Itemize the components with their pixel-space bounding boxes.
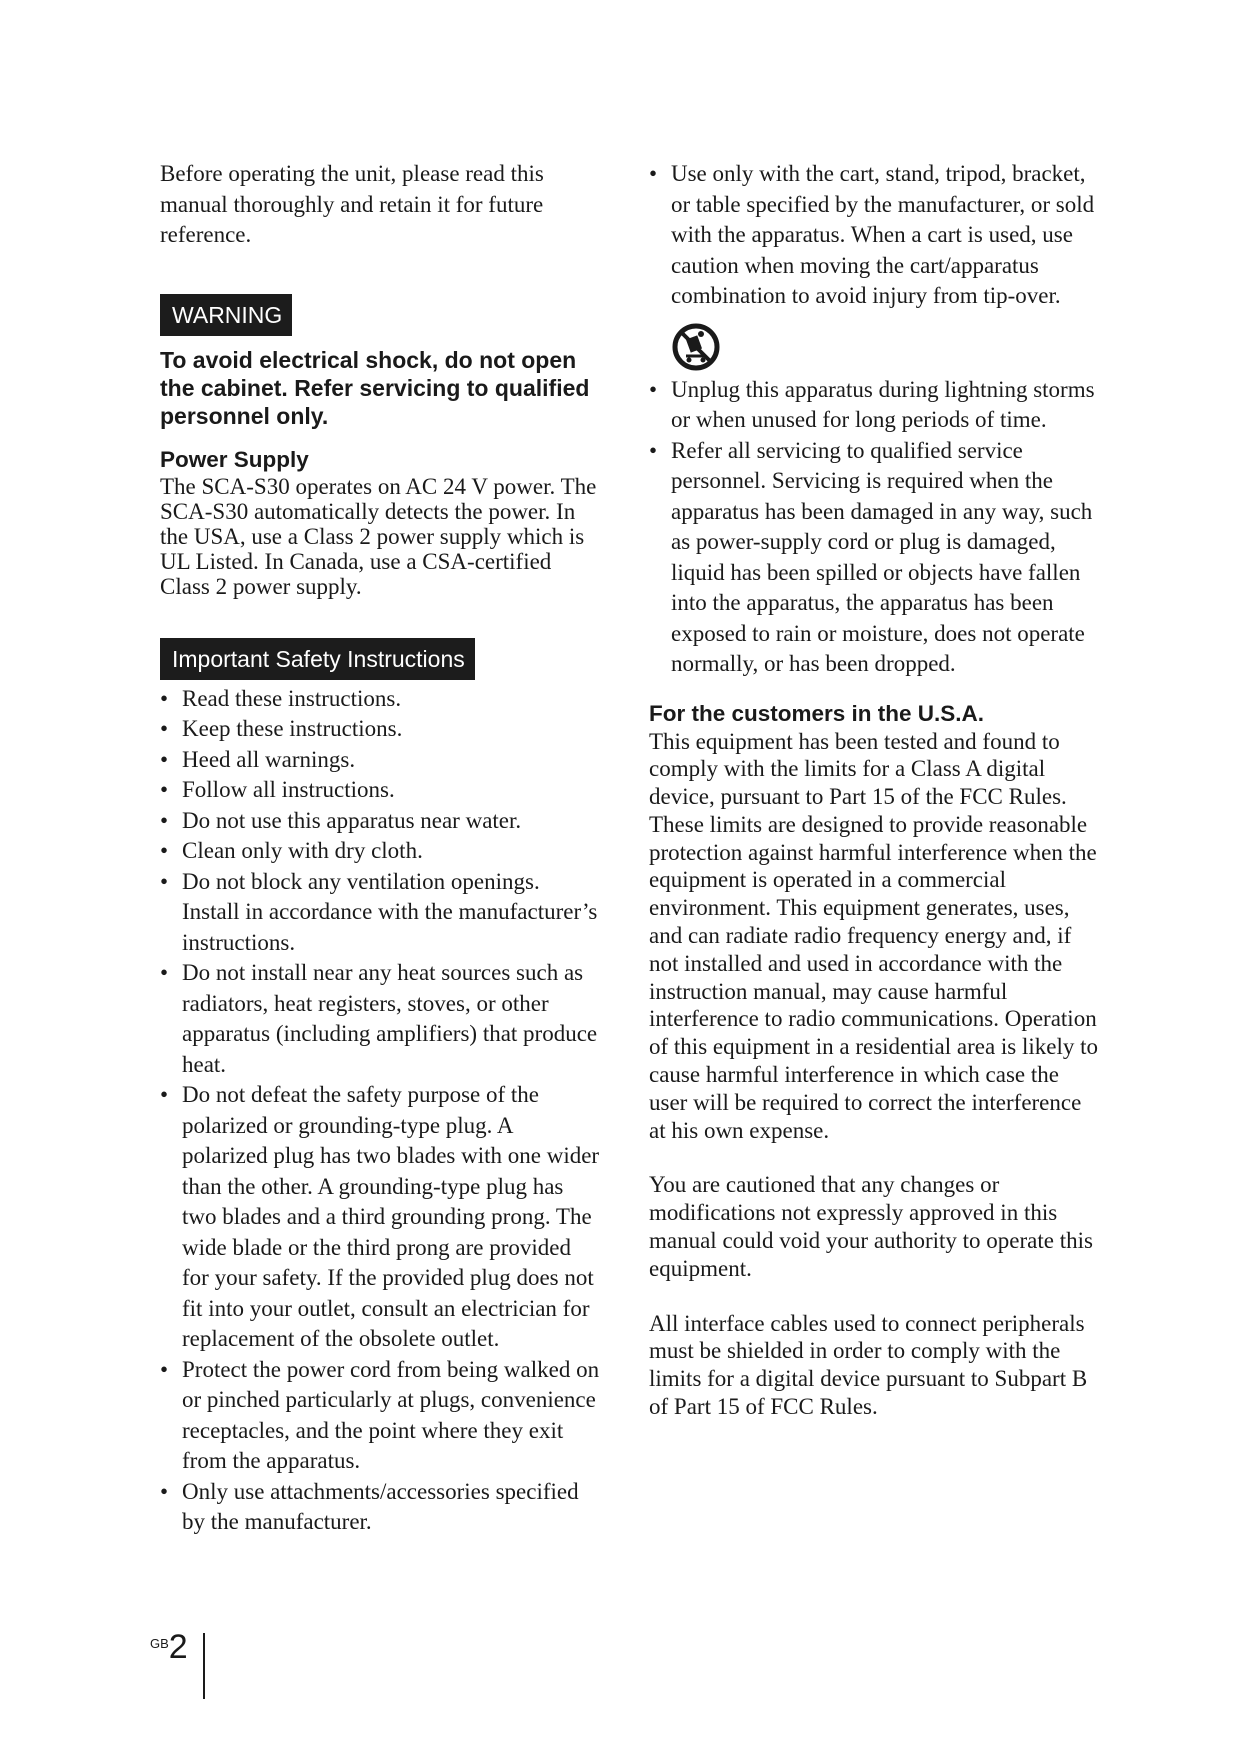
list-item (649, 375, 1099, 436)
list-item-text: Unplug this apparatus during lightning storms or when unused for long periods of time. (671, 376, 1095, 432)
usa-customers-heading: For the customers in the U.S.A. (649, 700, 985, 726)
list-item (649, 436, 1099, 680)
page-number-divider (203, 1633, 205, 1699)
safety-instructions-list (160, 684, 600, 1538)
intro-paragraph: Before operating the unit, please read this manual thoroughly and retain it for future reference. (160, 161, 544, 247)
fcc-compliance-paragraph: This equipment has been tested and found to comply with the limits for a Class A digital device, pursuant to Part 15 of the FCC Rules. These limits are designed to provide reasonable protection against harmful interference when the equipment is operated in a commercial environment. This equipment generates, uses, and can radiate radio frequency energy and, if not installed and used in accordance with the instruction manual, may cause harmful interference to radio communications. Operation of this equipment in a residential area is likely to cause harmful interference in which case the user will be required to correct the interference at his own expense. (649, 728, 1099, 1143)
bullet: • (160, 1478, 169, 1504)
page-number (150, 1630, 188, 1664)
service-instruction-list (649, 375, 1099, 680)
bullet: • (160, 777, 169, 802)
list-item-text: Use only with the cart, stand, tripod, bracket, or table specified by the manufacturer, or sold with the apparatus. When a cart is used, use caution when moving the cart/apparatus combination to avoid injury from tip-over. (671, 161, 1095, 308)
list-item (160, 1477, 600, 1538)
list-item (160, 684, 600, 715)
bullet: • (160, 716, 169, 741)
power-supply-text: The SCA-S30 operates on AC 24 V power. The SCA-S30 automatically detects the power. In the USA, use a Class 2 power supply which is UL Listed. In Canada, use a CSA-certified Class 2 power supply. (160, 473, 597, 599)
page-number-value: 2 (168, 1628, 188, 1666)
list-item (160, 745, 600, 776)
shielded-cables-paragraph: All interface cables used to connect peripherals must be shielded in order to comply with the limits for a digital device pursuant to Subpart B of Part 15 of FCC Rules. (649, 1310, 1088, 1420)
list-item-text: Protect the power cord from being walked on or pinched particularly at plugs, convenience receptacles, and the point where they exit from the apparatus. (182, 1356, 600, 1473)
bullet: • (649, 161, 658, 186)
bullet: • (160, 868, 169, 894)
list-item (160, 714, 600, 745)
list-item-text: Do not use this apparatus near water. (182, 807, 522, 833)
list-item (160, 1080, 600, 1355)
modification-caution-paragraph: You are cautioned that any changes or modifications not expressly approved in this manual could void your authority to operate this equipment. (649, 1172, 1093, 1281)
list-item (160, 806, 600, 837)
bullet: • (160, 746, 169, 772)
warning-text: To avoid electrical shock, do not open the cabinet. Refer servicing to qualified personnel only. (160, 346, 590, 429)
right-column (649, 159, 1099, 1421)
list-item-text: Only use attachments/accessories specified by the manufacturer. (182, 1478, 579, 1534)
bullet: • (160, 807, 169, 833)
list-item-text: Heed all warnings. (182, 746, 356, 772)
left-column (160, 159, 600, 1538)
bullet: • (160, 1082, 169, 1107)
list-item (649, 159, 1099, 312)
list-item-text: Follow all instructions. (182, 777, 395, 802)
safety-instructions-badge: Important Safety Instructions (160, 638, 475, 680)
cart-tip-over-warning-icon (671, 322, 721, 372)
list-item (160, 1355, 600, 1477)
cart-instruction-list (649, 159, 1099, 312)
list-item-text: Read these instructions. (182, 685, 402, 711)
list-item-text: Do not defeat the safety purpose of the polarized or grounding-type plug. A polarized plug has two blades with one wider than the other. A grounding-type plug has two blades and a third grounding prong. The wide blade or the third prong are provided for your safety. If the provided plug does not fit into your outlet, consult an electrician for replacement of the obsolete outlet. (182, 1082, 600, 1351)
list-item-text: Clean only with dry cloth. (182, 838, 423, 863)
bullet: • (649, 437, 658, 463)
region-code: GB (150, 1636, 169, 1651)
list-item (160, 836, 600, 867)
bullet: • (649, 376, 658, 402)
list-item (160, 958, 600, 1080)
list-item-text: Keep these instructions. (182, 716, 403, 741)
bullet: • (160, 838, 169, 863)
cart-icon-container (649, 312, 1099, 375)
list-item (160, 775, 600, 806)
list-item-text: Do not install near any heat sources such as radiators, heat registers, stoves, or other apparatus (including amplifiers) that produce heat. (182, 960, 598, 1077)
list-item (160, 867, 600, 959)
bullet: • (160, 960, 169, 985)
bullet: • (160, 1356, 169, 1382)
power-supply-heading: Power Supply (160, 446, 309, 472)
list-item-text: Refer all servicing to qualified service personnel. Servicing is required when the apparatus has been damaged in any way, such as power-supply cord or plug is damaged, liquid has been spilled or objects have fallen into the apparatus, the apparatus has been exposed to rain or moisture, does not operate normally, or has been dropped. (671, 437, 1093, 676)
bullet: • (160, 685, 169, 711)
warning-badge: WARNING (160, 294, 292, 336)
list-item-text: Do not block any ventilation openings. Install in accordance with the manufacturer’s instructions. (182, 868, 598, 955)
